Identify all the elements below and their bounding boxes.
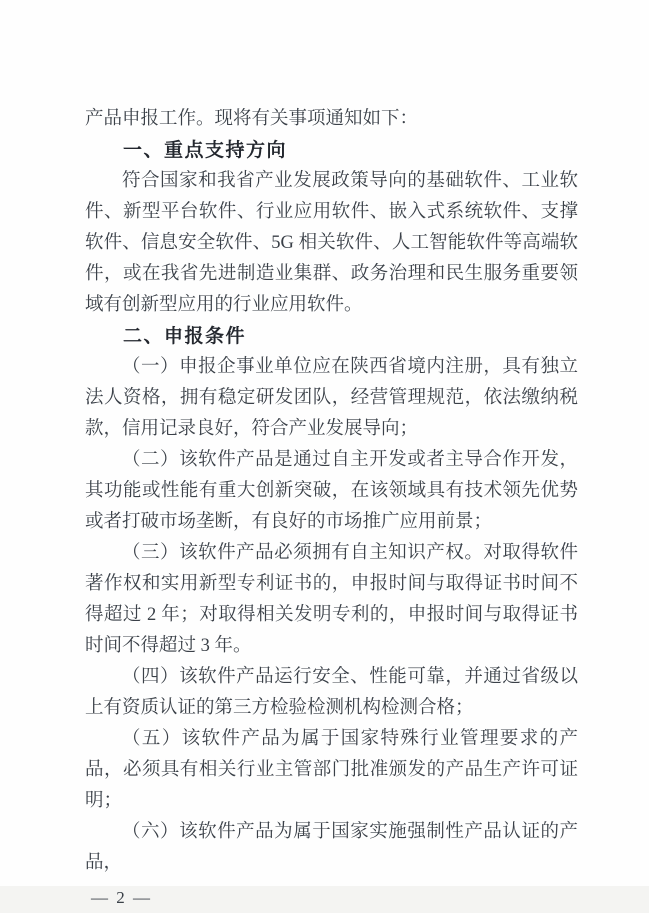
- section-heading-key-support: 一、重点支持方向: [123, 140, 288, 161]
- paragraph-key-support-direction: 符合国家和我省产业发展政策导向的基础软件、工业软件、新型平台软件、行业应用软件、嵌入式系统软件、支撑软件、信息安全软件、5G 相关软件、人工智能软件等高端软件，或在我省先进制造业集群、政务治理和民生服务重要领域有创新型应用的行业应用软件。: [85, 171, 578, 315]
- paragraph-condition-5: （五）该软件产品为属于国家特殊行业管理要求的产品，必须具有相关行业主管部门批准颁发的产品生产许可证明；: [85, 729, 578, 811]
- paragraph-condition-3: （三）该软件产品必须拥有自主知识产权。对取得软件著作权和实用新型专利证书的，申报时间与取得证书时间不得超过 2 年；对取得相关发明专利的，申报时间与取得证书时间不得超过 3 年。: [85, 543, 578, 656]
- section-heading-declare-conditions: 二、申报条件: [123, 326, 247, 347]
- paragraph-condition-4: （四）该软件产品运行安全、性能可靠，并通过省级以上有资质认证的第三方检验检测机构检测合格；: [85, 667, 578, 718]
- paragraph-condition-1: （一）申报企事业单位应在陕西省境内注册，具有独立法人资格，拥有稳定研发团队，经营管理规范，依法缴纳税款，信用记录良好，符合产业发展导向；: [85, 357, 578, 439]
- paragraph-intro-continuation: 产品申报工作。现将有关事项通知如下：: [85, 109, 419, 129]
- paragraph-condition-2: （二）该软件产品是通过自主开发或者主导合作开发，其功能或性能有重大创新突破，在该领域具有技术领先优势或者打破市场垄断，有良好的市场推广应用前景；: [85, 450, 578, 532]
- page-number: — 2 —: [91, 888, 152, 907]
- paragraph-condition-6: （六）该软件产品为属于国家实施强制性产品认证的产品，: [85, 822, 578, 873]
